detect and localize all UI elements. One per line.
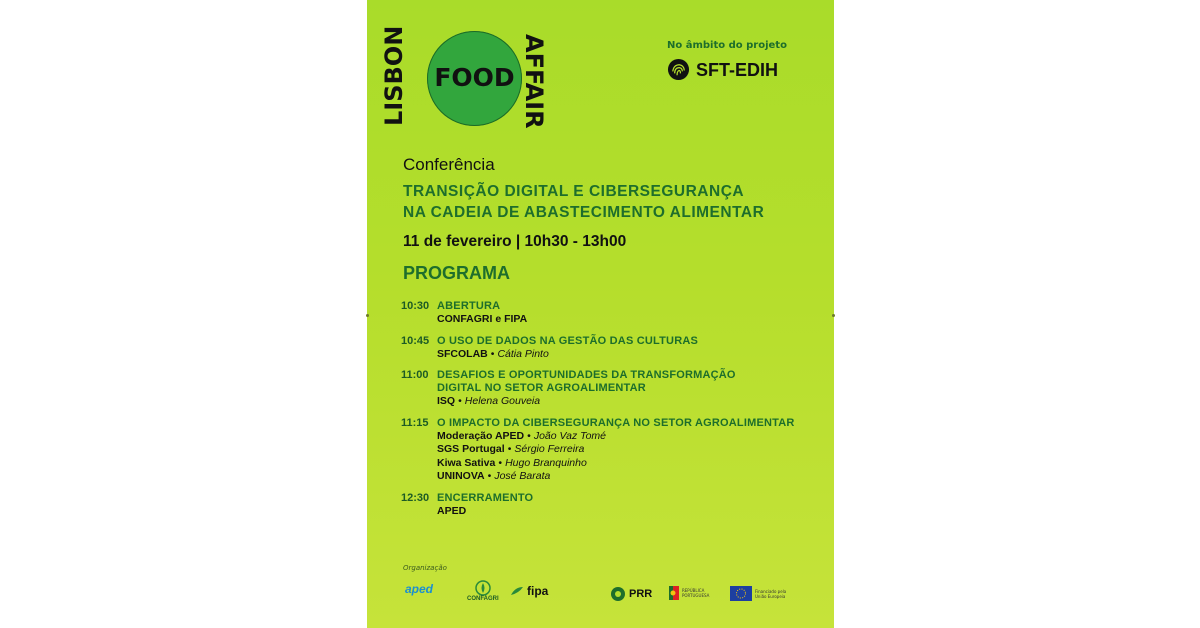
fingerprint-icon — [667, 58, 690, 81]
speaker-organization: Moderação APED — [437, 429, 525, 442]
project-name: SFT-EDIH — [696, 60, 779, 80]
speaker-organization: SFCOLAB — [437, 347, 488, 360]
speaker-organization: SGS Portugal — [437, 443, 505, 455]
session-speaker-line — [437, 313, 831, 327]
session-time: 11:15 — [401, 416, 429, 429]
project-scope-label: No âmbito do projeto — [667, 40, 787, 51]
session-title: DESAFIOS E OPORTUNIDADES DA TRANSFORMAÇÃO — [437, 369, 736, 381]
conference-title-line: TRANSIÇÃO DIGITAL E CIBERSEGURANÇA — [403, 183, 745, 200]
logo-word-lisbon: LISBON — [380, 25, 408, 126]
session-body — [437, 369, 831, 409]
session-title: ENCERRAMENTO — [437, 491, 534, 504]
separator-dot-icon: • — [458, 395, 462, 407]
session-speaker-line — [437, 505, 831, 519]
separator-dot-icon: • — [490, 347, 495, 360]
program-session — [401, 417, 831, 484]
conference-title-line: NA CADEIA DE ABASTECIMENTO ALIMENTAR — [403, 204, 765, 221]
logo-word-affair: AFFAIR — [520, 34, 548, 129]
fipa-leaf-icon — [510, 586, 524, 596]
session-speaker-line — [437, 470, 831, 484]
session-time: 10:30 — [401, 300, 430, 312]
speaker-name: Cátia Pinto — [497, 347, 549, 360]
session-speaker-line — [437, 457, 831, 471]
republica-portuguesa-logo — [669, 586, 722, 600]
edge-mark — [366, 314, 369, 317]
organization-label: Organização — [403, 564, 447, 572]
footer-logos — [367, 578, 834, 612]
session-body — [437, 492, 831, 519]
program-session — [401, 369, 831, 409]
session-body — [437, 335, 831, 362]
conference-date: 11 de fevereiro | 10h30 - 13h00 — [403, 233, 627, 250]
speaker-organization: APED — [437, 504, 467, 517]
session-body — [437, 417, 831, 484]
separator-dot-icon: • — [487, 470, 492, 482]
program-heading: PROGRAMA — [403, 263, 510, 283]
session-title: DIGITAL NO SETOR AGROALIMENTAR — [437, 382, 646, 394]
session-speaker-line — [437, 348, 831, 362]
program-session — [401, 300, 831, 327]
session-title: O USO DE DADOS NA GESTÃO DAS CULTURAS — [437, 334, 699, 347]
confagri-emblem-icon — [472, 580, 494, 596]
edge-mark — [832, 314, 835, 317]
session-body — [437, 300, 831, 327]
session-speaker-line — [437, 443, 831, 457]
republica-portuguesa-text: REPÚBLICA PORTUGUESA — [682, 588, 710, 598]
conference-title — [403, 181, 823, 223]
fipa-logo — [510, 584, 548, 598]
session-title: ABERTURA — [437, 300, 501, 312]
separator-dot-icon: • — [507, 443, 512, 455]
session-time: 11:00 — [401, 369, 429, 381]
program-sessions — [401, 300, 831, 526]
speaker-name: João Vaz Tomé — [533, 429, 607, 442]
logo-word-food: FOOD — [434, 63, 515, 92]
session-speaker-line — [437, 395, 831, 409]
session-title: O IMPACTO DA CIBERSEGURANÇA NO SETOR AGROALIMENTAR — [437, 416, 795, 429]
program-session — [401, 492, 831, 519]
speaker-organization: ISQ — [437, 395, 456, 407]
conference-kicker: Conferência — [403, 155, 495, 174]
prr-logo-text: PRR — [629, 588, 653, 600]
session-time: 12:30 — [401, 491, 430, 504]
prr-logo — [610, 586, 652, 602]
speaker-name: Hugo Branquinho — [505, 456, 587, 469]
separator-dot-icon: • — [498, 456, 503, 469]
aped-logo-text: aped — [405, 582, 434, 596]
session-time: 10:45 — [401, 334, 430, 347]
speaker-organization: Kiwa Sativa — [437, 456, 496, 469]
confagri-logo — [467, 580, 499, 602]
speaker-name: Sérgio Ferreira — [514, 443, 585, 455]
eu-funding-text: Financiado pela União Europeia — [755, 588, 787, 599]
speaker-name: José Barata — [494, 470, 551, 482]
prr-emblem-icon — [610, 586, 626, 602]
aped-logo — [405, 582, 433, 596]
event-poster — [367, 0, 834, 628]
portugal-shield-icon — [669, 586, 679, 600]
program-session — [401, 335, 831, 362]
eu-funding-logo — [730, 586, 791, 601]
eu-flag-icon — [730, 586, 752, 601]
speaker-organization: UNINOVA — [437, 470, 485, 482]
confagri-logo-text: CONFAGRI — [467, 596, 499, 602]
speaker-organization: CONFAGRI e FIPA — [437, 313, 528, 325]
speaker-name: Helena Gouveia — [464, 395, 541, 407]
separator-dot-icon: • — [527, 429, 531, 442]
session-speaker-line — [437, 430, 831, 444]
fipa-logo-text: fipa — [527, 584, 549, 598]
